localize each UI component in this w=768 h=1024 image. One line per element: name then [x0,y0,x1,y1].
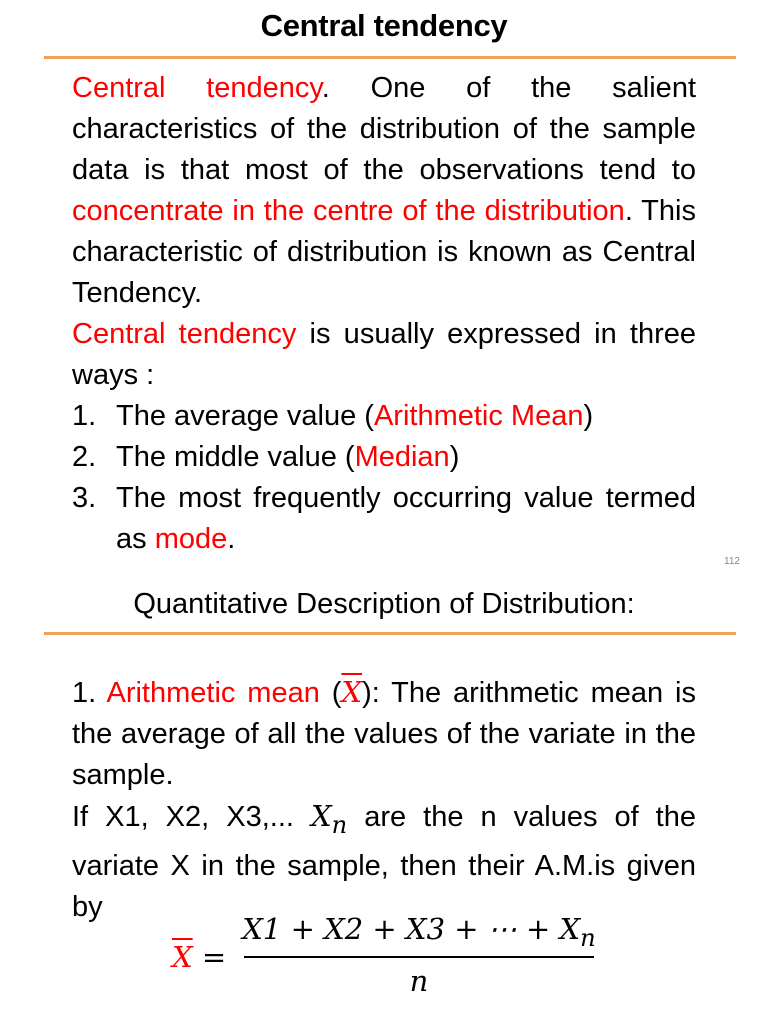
text-span: . [227,523,236,555]
mean-paragraph [72,672,696,928]
slide-title: Central tendency [260,8,508,43]
item-number: 1. [72,677,107,709]
x-symbol: X [310,799,332,833]
page-number: 112 [724,556,740,567]
formula-numerator [242,912,596,952]
text-span: The average value ( [116,400,374,432]
text-span: The middle value ( [116,441,355,473]
formula-lhs [172,940,226,974]
term-central-tendency: Central tendency [72,72,322,104]
list-item [72,396,696,437]
numerator-text: X1 + X2 + X3 + ⋯ + X [242,912,581,946]
list-item [72,478,696,560]
intro-paragraph [72,68,696,396]
term-arithmetic-mean: Arithmetic Mean [373,400,584,432]
term-arithmetic-mean: Arithmetic mean [106,677,320,709]
list-number: 2. [72,441,97,473]
mean-formula [172,912,612,1012]
list-item [72,437,696,478]
subscript-n: n [331,810,348,839]
list-number: 3. [72,482,97,514]
title-divider [44,56,736,59]
text-span: ) [449,441,460,473]
list-number: 1. [72,400,97,432]
text-span: The most frequently occurring value termed as [116,482,696,555]
x-bar-symbol: $\overline{X}$ [341,675,363,709]
text-span: are the n values of the variate X in the sample, then their A.M.is given by [72,801,696,923]
term-mode: mode [154,523,228,555]
x-n-symbol [310,799,348,839]
text-span: is usually expressed in three ways : [72,318,696,391]
x-bar-symbol: $\overline{X}$ [172,940,193,974]
title-divider [44,632,736,635]
subscript-n: n [580,923,596,952]
slide-title: Quantitative Description of Distribution: [133,588,635,620]
fraction-bar [244,956,594,958]
text-span: If X1, X2, X3,... [72,801,311,833]
text-span: . One of the salient characteristics of the distribution of the sample data is that most of the observations tend to [72,72,696,186]
formula-denominator: n [409,964,429,998]
slide-quantitative-description [0,572,768,1024]
text-span: ): The arithmetic mean is the average of all the values of the variate in the sample. [72,677,696,791]
text-span: ) [583,400,594,432]
term-central-tendency-2: Central tendency [72,318,297,350]
term-median: Median [354,441,450,473]
text-span: . This characteristic of distribution is known as Central Tendency. [72,195,696,309]
text-span: ( [319,677,342,709]
ways-list [72,396,696,560]
equals-sign: = [201,940,227,974]
term-concentrate: concentrate in the centre of the distribution [72,195,625,227]
